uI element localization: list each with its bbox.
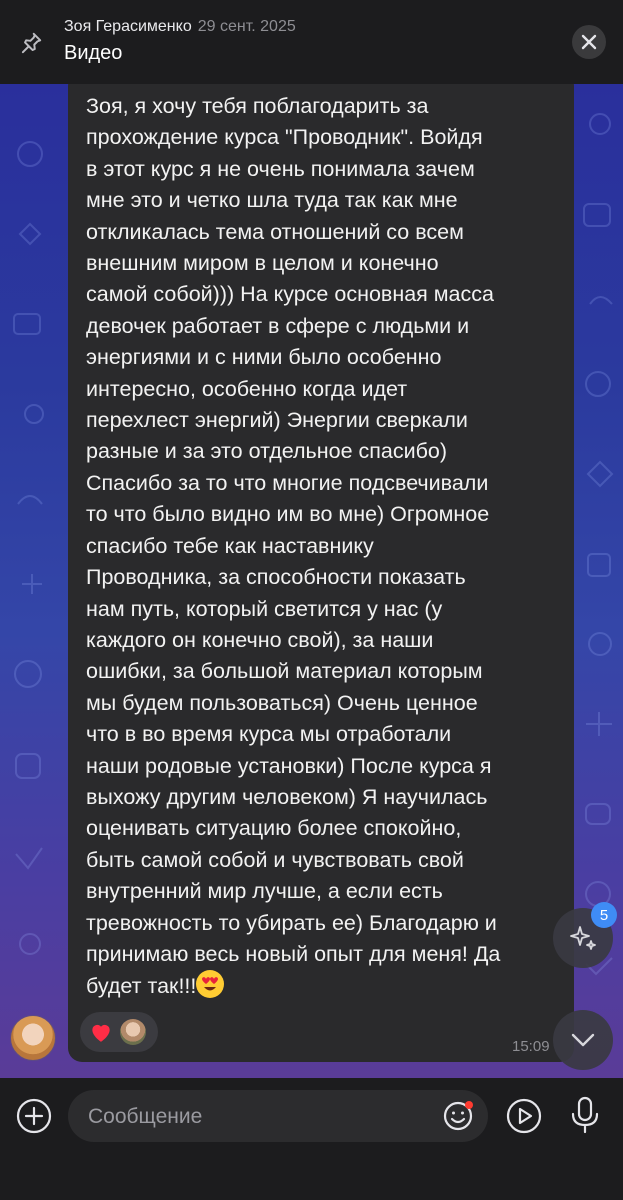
pin-icon[interactable]	[18, 30, 44, 56]
composer-bar	[0, 1078, 623, 1200]
chevron-down-icon	[570, 1032, 596, 1048]
sparkle-icon	[568, 923, 598, 953]
media-title: Видео	[64, 42, 123, 64]
sender-avatar[interactable]	[10, 1015, 56, 1061]
author-name: Зоя Герасименко	[64, 18, 192, 35]
video-message-icon[interactable]	[506, 1098, 542, 1134]
close-button[interactable]	[572, 25, 606, 59]
header-author-line	[64, 18, 296, 36]
sticker-emoji-icon[interactable]	[442, 1100, 474, 1132]
microphone-icon[interactable]	[570, 1096, 600, 1134]
close-icon	[581, 34, 597, 50]
post-date: 29 сент. 2025	[197, 18, 296, 35]
message-input[interactable]	[86, 1090, 430, 1144]
heart-eyes-emoji-icon	[196, 970, 224, 998]
add-attachment-icon[interactable]	[16, 1098, 52, 1134]
ai-summary-button[interactable]	[553, 908, 613, 968]
message-input-wrapper[interactable]	[68, 1090, 488, 1142]
message-text	[86, 91, 562, 1003]
message-time: 15:09	[512, 1038, 550, 1055]
message-body: Зоя, я хочу тебя поблагодарить за прохождение курса "Проводник". Войдя в этот курс я не очень понимала зачем мне это и четко шла туда так как мне откликалась тема отношений со всем внешним миром в целом и конечно самой собой))) На курсе основная масса девочек работает в сфере с людьми и энергиями и с ними было особенно интересно, особенно когда идет перехлест энергий) Энергии сверкали разные и за это отдельное спасибо) Спасибо за то что многие подсвечивали то что было видно им во мне) Огромное спасибо тебе как наставнику Проводника, за способности показать нам путь, который светится у нас (у каждого он конечно свой), за наши ошибки, за большой материал которым мы будем пользоваться) Очень ценное что в во время курса мы отработали наши родовые установки) После курса я выхожу другим человеком) Я научилась оценивать ситуацию более спокойно, быть самой собой и чувствовать свой внутренний мир лучше, а если есть тревожность то убирать ее) Благодарю и принимаю весь новый опыт для меня! Да будет так!!!	[86, 94, 501, 999]
heart-icon	[88, 1019, 114, 1045]
reaction-pill[interactable]	[80, 1012, 158, 1052]
unread-badge: 5	[591, 902, 617, 928]
reactor-avatar	[120, 1019, 146, 1045]
viewer-header	[0, 0, 623, 84]
scroll-down-button[interactable]	[553, 1010, 613, 1070]
